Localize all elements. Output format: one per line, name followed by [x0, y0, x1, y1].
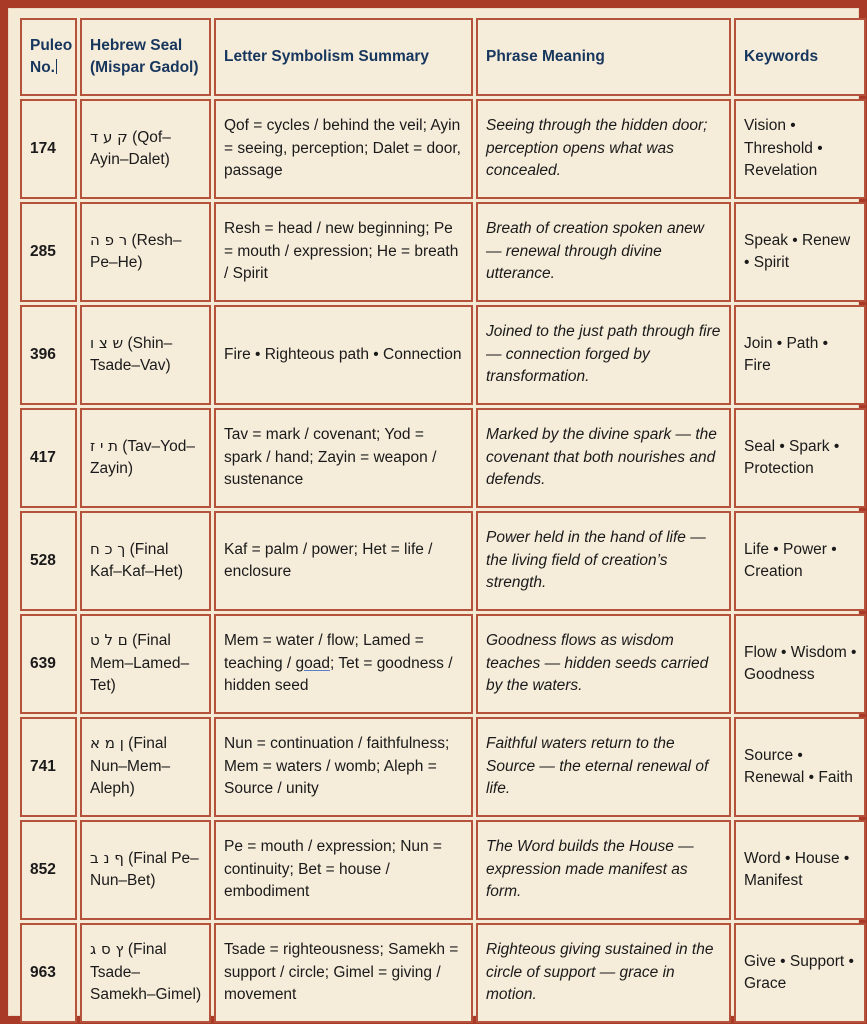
cell-letter-symbolism: Pe = mouth / expression; Nun = continuity; Bet = house / embodiment	[214, 820, 473, 920]
cell-keywords: Life • Power • Creation	[734, 511, 866, 611]
cell-phrase-meaning: Goodness flows as wisdom teaches — hidden seeds carried by the waters.	[476, 614, 731, 714]
cell-keywords: Speak • Renew • Spirit	[734, 202, 866, 302]
column-header-puleo-no-line1: Puleo	[30, 36, 73, 54]
column-header-puleo-no[interactable]	[20, 18, 77, 96]
cell-puleo-no: 852	[20, 820, 77, 920]
column-header-phrase-meaning[interactable]: Phrase Meaning	[476, 18, 731, 96]
cell-phrase-meaning: Power held in the hand of life — the living field of creation’s strength.	[476, 511, 731, 611]
cell-puleo-no: 396	[20, 305, 77, 405]
cell-letter-symbolism: Tsade = righteousness; Samekh = support / circle; Gimel = giving / movement	[214, 923, 473, 1023]
cell-phrase-meaning: Breath of creation spoken anew — renewal through divine utterance.	[476, 202, 731, 302]
cell-hebrew-seal	[80, 305, 211, 405]
column-header-letter-symbolism[interactable]: Letter Symbolism Summary	[214, 18, 473, 96]
cell-hebrew-seal	[80, 820, 211, 920]
seal-transliteration: (Final Tsade–Samekh–Gimel)	[90, 941, 202, 1004]
cell-keywords: Vision • Threshold • Revelation	[734, 99, 866, 199]
cell-phrase-meaning: Faithful waters return to the Source — the eternal renewal of life.	[476, 717, 731, 817]
seal-transliteration: (Resh–Pe–He)	[90, 231, 182, 271]
symbolism-text-after: ; Tet = goodness / hidden seed	[224, 654, 453, 695]
cell-hebrew-seal	[80, 614, 211, 714]
seal-transliteration: (Final Nun–Mem–Aleph)	[90, 735, 171, 798]
table-row[interactable]	[20, 717, 866, 817]
cell-puleo-no: 417	[20, 408, 77, 508]
table-header-row	[20, 18, 866, 96]
cell-phrase-meaning: Joined to the just path through fire — connection forged by transformation.	[476, 305, 731, 405]
seal-transliteration: (Final Mem–Lamed–Tet)	[90, 632, 190, 695]
cell-puleo-no: 174	[20, 99, 77, 199]
column-header-puleo-no-line2: No.	[30, 59, 55, 76]
symbolism-link-goad[interactable]: goad	[295, 654, 331, 672]
cell-hebrew-seal	[80, 99, 211, 199]
seal-transliteration: (Final Pe–Nun–Bet)	[90, 849, 199, 889]
cell-hebrew-seal	[80, 408, 211, 508]
symbolism-text-before: Mem = water / flow; Lamed = teaching /	[224, 632, 424, 672]
table-row[interactable]	[20, 202, 866, 302]
column-header-hebrew-seal[interactable]	[80, 18, 211, 96]
document-body	[8, 8, 859, 1016]
table-body	[20, 99, 866, 1023]
hebrew-letters: ף נ ב	[90, 848, 124, 867]
cell-letter-symbolism: Qof = cycles / behind the veil; Ayin = seeing, perception; Dalet = door, passage	[214, 99, 473, 199]
table-row[interactable]	[20, 923, 866, 1023]
column-header-hebrew-seal-line2: (Mispar Gadol)	[90, 59, 199, 76]
seal-transliteration: (Qof–Ayin–Dalet)	[90, 128, 171, 168]
cell-puleo-no: 963	[20, 923, 77, 1023]
cell-hebrew-seal	[80, 717, 211, 817]
cell-keywords: Flow • Wisdom • Goodness	[734, 614, 866, 714]
seal-transliteration: (Tav–Yod–Zayin)	[90, 437, 195, 477]
cell-keywords: Word • House • Manifest	[734, 820, 866, 920]
cell-keywords: Seal • Spark • Protection	[734, 408, 866, 508]
table-row[interactable]	[20, 614, 866, 714]
cell-phrase-meaning: Marked by the divine spark — the covenant that both nourishes and defends.	[476, 408, 731, 508]
cell-phrase-meaning: Seeing through the hidden door; perception opens what was concealed.	[476, 99, 731, 199]
cell-puleo-no: 639	[20, 614, 77, 714]
hebrew-letters: ם ל ט	[90, 631, 128, 650]
cell-keywords: Give • Support • Grace	[734, 923, 866, 1023]
table-row[interactable]	[20, 408, 866, 508]
cell-hebrew-seal	[80, 202, 211, 302]
text-caret	[56, 59, 57, 74]
cell-keywords: Source • Renewal • Faith	[734, 717, 866, 817]
cell-letter-symbolism: Fire • Righteous path • Connection	[214, 305, 473, 405]
table-row[interactable]	[20, 305, 866, 405]
cell-keywords: Join • Path • Fire	[734, 305, 866, 405]
cell-puleo-no: 285	[20, 202, 77, 302]
cell-hebrew-seal	[80, 511, 211, 611]
hebrew-letters: ת י ז	[90, 436, 118, 455]
hebrew-letters: ק ע ד	[90, 127, 128, 146]
cell-phrase-meaning: The Word builds the House — expression made manifest as form.	[476, 820, 731, 920]
seal-transliteration: (Shin–Tsade–Vav)	[90, 334, 173, 374]
cell-hebrew-seal	[80, 923, 211, 1023]
hebrew-letters: ץ ס ג	[90, 940, 124, 959]
hebrew-letters: ן מ א	[90, 734, 124, 753]
cell-phrase-meaning: Righteous giving sustained in the circle of support — grace in motion.	[476, 923, 731, 1023]
cell-letter-symbolism	[214, 614, 473, 714]
cell-letter-symbolism: Resh = head / new beginning; Pe = mouth / expression; He = breath / Spirit	[214, 202, 473, 302]
hebrew-letters: ש צ ו	[90, 333, 124, 352]
cell-letter-symbolism: Kaf = palm / power; Het = life / enclosure	[214, 511, 473, 611]
cell-letter-symbolism: Tav = mark / covenant; Yod = spark / hand; Zayin = weapon / sustenance	[214, 408, 473, 508]
hebrew-seal-table	[17, 15, 867, 1026]
hebrew-letters: ר פ ה	[90, 230, 128, 249]
table-row[interactable]	[20, 511, 866, 611]
cell-puleo-no: 741	[20, 717, 77, 817]
table-row[interactable]	[20, 99, 866, 199]
column-header-hebrew-seal-line1: Hebrew Seal	[90, 36, 183, 54]
hebrew-letters: ך כ ח	[90, 539, 126, 558]
cell-letter-symbolism: Nun = continuation / faithfulness; Mem = waters / womb; Aleph = Source / unity	[214, 717, 473, 817]
cell-puleo-no: 528	[20, 511, 77, 611]
table-row[interactable]	[20, 820, 866, 920]
column-header-keywords[interactable]: Keywords	[734, 18, 866, 96]
seal-transliteration: (Final Kaf–Kaf–Het)	[90, 540, 184, 580]
